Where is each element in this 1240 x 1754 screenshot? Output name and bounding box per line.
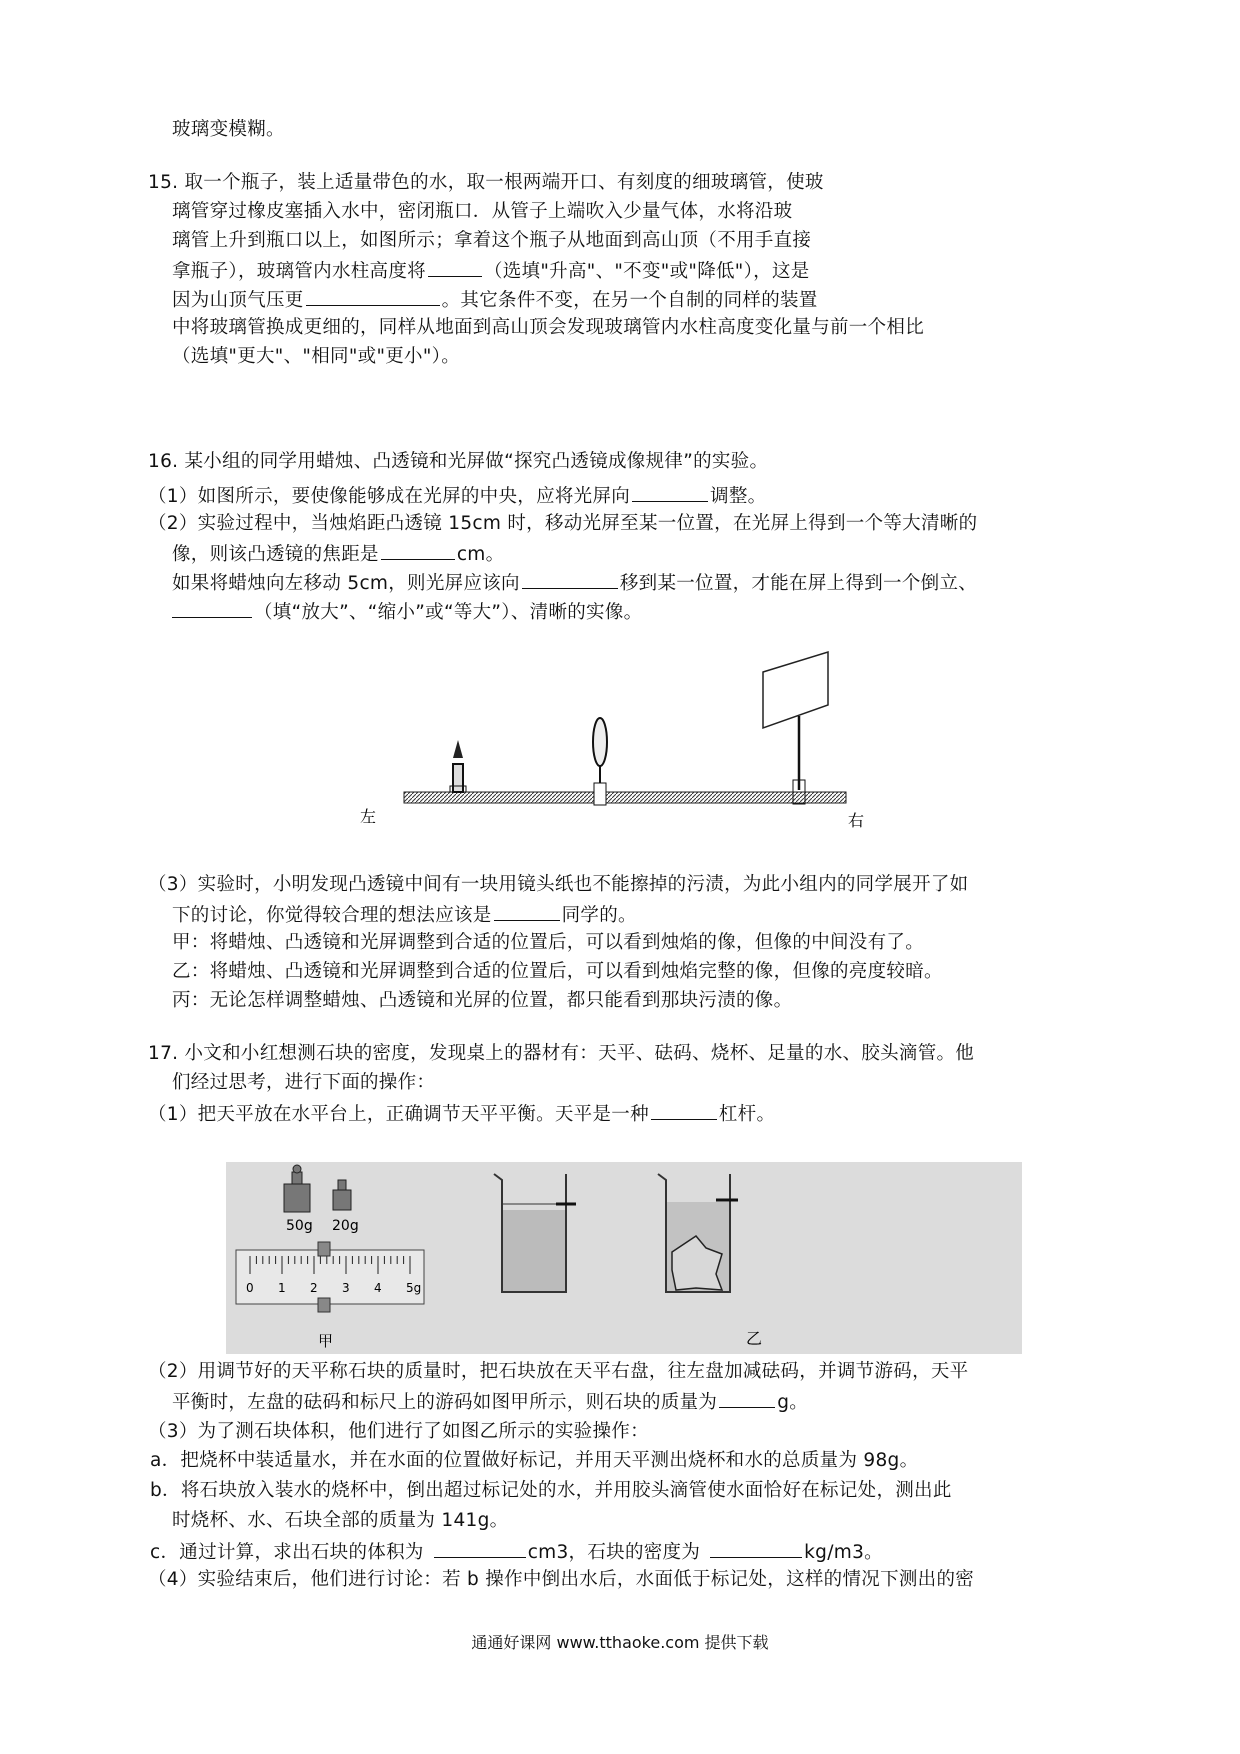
candle-icon <box>450 740 466 792</box>
answer-blank[interactable] <box>306 287 440 306</box>
answer-blank[interactable] <box>172 599 252 618</box>
text: 像，则该凸透镜的焦距是 <box>172 544 379 565</box>
q15-line <box>172 287 818 313</box>
scale-tick-label: 1 <box>278 1281 286 1295</box>
text: g。 <box>777 1392 809 1413</box>
scale-tick-label: 0 <box>246 1281 254 1295</box>
light-screen-icon <box>763 652 828 804</box>
convex-lens-icon <box>593 718 607 805</box>
text: 拿瓶子），玻璃管内水柱高度将 <box>172 261 426 282</box>
option-jia: 甲：将蜡烛、凸透镜和光屏调整到合适的位置后，可以看到烛焰的像，但像的中间没有了。 <box>172 932 925 953</box>
answer-blank[interactable] <box>719 1389 775 1408</box>
step-b-line: 时烧杯、水、石块全部的质量为 141g。 <box>172 1510 509 1531</box>
right-label: 右 <box>848 811 865 830</box>
scale-tick-label: 4 <box>374 1281 382 1295</box>
weight-20g-label: 20g <box>332 1218 359 1234</box>
text: 如果将蜡烛向左移动 5cm，则光屏应该向 <box>172 573 520 594</box>
bench-rail <box>404 792 846 803</box>
q15-line: 中将玻璃管换成更细的，同样从地面到高山顶会发现玻璃管内水柱高度变化量与前一个相比 <box>172 317 925 338</box>
text: 杠杆。 <box>718 1104 776 1125</box>
q17-line: 们经过思考，进行下面的操作： <box>172 1072 436 1093</box>
balance-beaker-figure <box>226 1162 1022 1354</box>
q16-part1 <box>148 483 766 509</box>
rider-icon[interactable] <box>318 1242 330 1256</box>
q16-part2-line <box>172 599 642 625</box>
text: kg/m3。 <box>804 1542 883 1563</box>
answer-blank[interactable] <box>434 1539 526 1558</box>
step-a: a．把烧杯中装适量水，并在水面的位置做好标记，并用天平测出烧杯和水的总质量为 98g。 <box>150 1450 919 1471</box>
prev-question-tail: 玻璃变模糊。 <box>172 119 285 140</box>
answer-blank[interactable] <box>710 1539 802 1558</box>
scale-tick-label: 3 <box>342 1281 350 1295</box>
q16-part3: （3）实验时，小明发现凸透镜中间有一块用镜头纸也不能擦掉的污渍，为此小组内的同学展开了如 <box>148 874 969 895</box>
text: cm3，石块的密度为 <box>527 1542 701 1563</box>
q15-line <box>172 258 810 284</box>
q17-part3: （3）为了测石块体积，他们进行了如图乙所示的实验操作： <box>148 1421 649 1442</box>
q15-line: （选填"更大"、"相同"或"更小"）。 <box>172 346 461 367</box>
text: （1）把天平放在水平台上，正确调节天平平衡。天平是一种 <box>148 1104 649 1125</box>
q17-part4: （4）实验结束后，他们进行讨论：若 b 操作中倒出水后，水面低于标记处，这样的情况下测出的密 <box>148 1569 975 1590</box>
answer-blank[interactable] <box>651 1101 717 1120</box>
answer-blank[interactable] <box>522 570 618 589</box>
step-b: b．将石块放入装水的烧杯中，倒出超过标记处的水，并用胶头滴管使水面恰好在标记处，测出此 <box>150 1480 952 1501</box>
q16-part2-line <box>172 541 504 567</box>
answer-blank[interactable] <box>381 541 455 560</box>
scale-tick-label: 2 <box>310 1281 318 1295</box>
answer-blank[interactable] <box>494 902 560 921</box>
q16-title: 16. 某小组的同学用蜡烛、凸透镜和光屏做“探究凸透镜成像规律”的实验。 <box>148 451 769 472</box>
answer-blank[interactable] <box>632 483 708 502</box>
q17-part2: （2）用调节好的天平称石块的质量时，把石块放在天平右盘，往左盘加减砝码，并调节游码，天平 <box>148 1361 969 1382</box>
q16-part3-line <box>172 902 637 928</box>
scale-tick-label: 5g <box>406 1281 422 1295</box>
q17-part1 <box>148 1101 775 1127</box>
text: 调整。 <box>710 486 767 507</box>
q17-part2-line <box>172 1389 808 1415</box>
q15-line: 15. 取一个瓶子，装上适量带色的水，取一根两端开口、有刻度的细玻璃管，使玻 <box>148 172 824 193</box>
text: 平衡时，左盘的砝码和标尺上的游码如图甲所示，则石块的质量为 <box>172 1392 718 1413</box>
rider-icon <box>318 1298 330 1312</box>
optical-bench-figure <box>360 650 940 830</box>
answer-blank[interactable] <box>428 258 482 277</box>
left-label: 左 <box>360 807 377 826</box>
text: 因为山顶气压更 <box>172 290 304 311</box>
text: 。其它条件不变，在另一个自制的同样的装置 <box>441 290 818 311</box>
text: 同学的。 <box>561 905 637 926</box>
weight-50g-label: 50g <box>286 1218 313 1234</box>
q17-title: 17. 小文和小红想测石块的密度，发现桌上的器材有：天平、砝码、烧杯、足量的水、胶头滴管。他 <box>148 1043 975 1064</box>
text: cm。 <box>456 544 505 565</box>
figure-b-label: 乙 <box>746 1329 763 1348</box>
footer-source: 通通好课网 www.tthaoke.com 提供下载 <box>471 1633 769 1652</box>
step-c <box>150 1539 883 1565</box>
q15-line: 璃管上升到瓶口以上，如图所示；拿着这个瓶子从地面到高山顶（不用手直接 <box>172 230 812 251</box>
q16-part2-line <box>172 570 977 596</box>
option-bing: 丙：无论怎样调整蜡烛、凸透镜和光屏的位置，都只能看到那块污渍的像。 <box>172 990 793 1011</box>
option-yi: 乙：将蜡烛、凸透镜和光屏调整到合适的位置后，可以看到烛焰完整的像，但像的亮度较暗。 <box>172 961 943 982</box>
text: （填“放大”、“缩小”或“等大”）、清晰的实像。 <box>254 602 643 623</box>
beam-scale <box>236 1250 424 1304</box>
q15-line: 璃管穿过橡皮塞插入水中，密闭瓶口．从管子上端吹入少量气体，水将沿玻 <box>172 201 793 222</box>
text: c．通过计算，求出石块的体积为 <box>150 1542 424 1563</box>
text: （选填"升高"、"不变"或"降低"），这是 <box>483 261 810 282</box>
q16-part2: （2）实验过程中，当烛焰距凸透镜 15cm 时，移动光屏至某一位置，在光屏上得到一个等大清晰的 <box>148 513 978 534</box>
text: （1）如图所示，要使像能够成在光屏的中央，应将光屏向 <box>148 486 631 507</box>
figure-a-label: 甲 <box>318 1332 334 1350</box>
text: 下的讨论，你觉得较合理的想法应该是 <box>172 905 492 926</box>
text: 移到某一位置，才能在屏上得到一个倒立、 <box>619 573 978 594</box>
